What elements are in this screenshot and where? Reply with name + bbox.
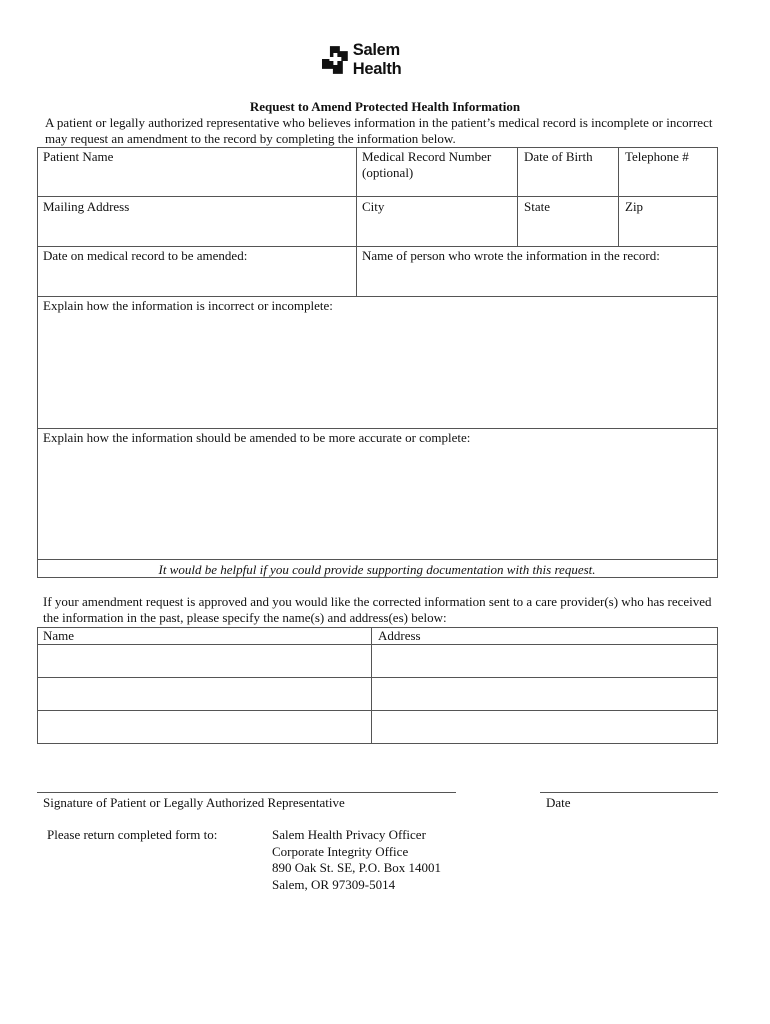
return-address-line: Salem, OR 97309-5014	[272, 876, 396, 892]
form-intro: A patient or legally authorized representative who believes information in the patient’s medical record is incomplete or incorrect may request an amendment to the record by completing the information below.	[45, 115, 713, 146]
signature-label: Signature of Patient or Legally Authorized Representative	[43, 795, 345, 810]
explain-amended-field[interactable]: Explain how the information should be amended to be more accurate or complete:	[43, 430, 471, 445]
date-line[interactable]	[540, 792, 718, 793]
patient-name-field[interactable]: Patient Name	[43, 149, 114, 164]
telephone-field[interactable]: Telephone #	[625, 149, 689, 164]
provider-name-input-2[interactable]	[38, 678, 371, 710]
provider-name-input-3[interactable]	[38, 711, 371, 743]
form-title: Request to Amend Protected Health Information	[249, 99, 521, 114]
mailing-address-field[interactable]: Mailing Address	[43, 199, 130, 214]
return-address	[272, 827, 441, 893]
date-on-record-field[interactable]: Date on medical record to be amended:	[43, 248, 248, 263]
supporting-documentation-note: It would be helpful if you could provide supporting documentation with this request.	[158, 562, 596, 577]
medical-record-number-label: Medical Record Number	[362, 149, 492, 164]
cross-icon	[322, 46, 348, 74]
state-field[interactable]: State	[524, 199, 550, 214]
medical-record-optional-label: (optional)	[362, 165, 414, 180]
approved-instructions: If your amendment request is approved and you would like the corrected information sent to a care provider(s) who has received the information in the past, please specify the name(s) and address(es) below:	[43, 594, 712, 625]
date-label: Date	[546, 795, 571, 810]
return-address-line: Corporate Integrity Office	[272, 843, 409, 859]
provider-name-input-1[interactable]	[38, 645, 371, 677]
provider-address-input-1[interactable]	[372, 645, 717, 677]
salem-health-logo	[322, 41, 452, 78]
zip-field[interactable]: Zip	[625, 199, 644, 214]
logo-text: Salem Health	[352, 41, 402, 78]
explain-incorrect-field[interactable]: Explain how the information is incorrect or incomplete:	[43, 298, 333, 313]
providers-address-header: Address	[378, 628, 421, 643]
return-address-line: 890 Oak St. SE, P.O. Box 14001	[272, 860, 442, 875]
provider-address-input-2[interactable]	[372, 678, 717, 710]
signature-line[interactable]	[37, 792, 456, 793]
return-address-line: Salem Health Privacy Officer	[272, 827, 426, 842]
providers-name-header: Name	[43, 628, 75, 643]
medical-record-number-field[interactable]	[362, 149, 491, 181]
date-of-birth-field[interactable]: Date of Birth	[524, 149, 593, 164]
city-field[interactable]: City	[362, 199, 385, 214]
provider-address-input-3[interactable]	[372, 711, 717, 743]
return-label: Please return completed form to:	[47, 827, 218, 842]
author-name-field[interactable]: Name of person who wrote the information in the record:	[362, 248, 660, 263]
